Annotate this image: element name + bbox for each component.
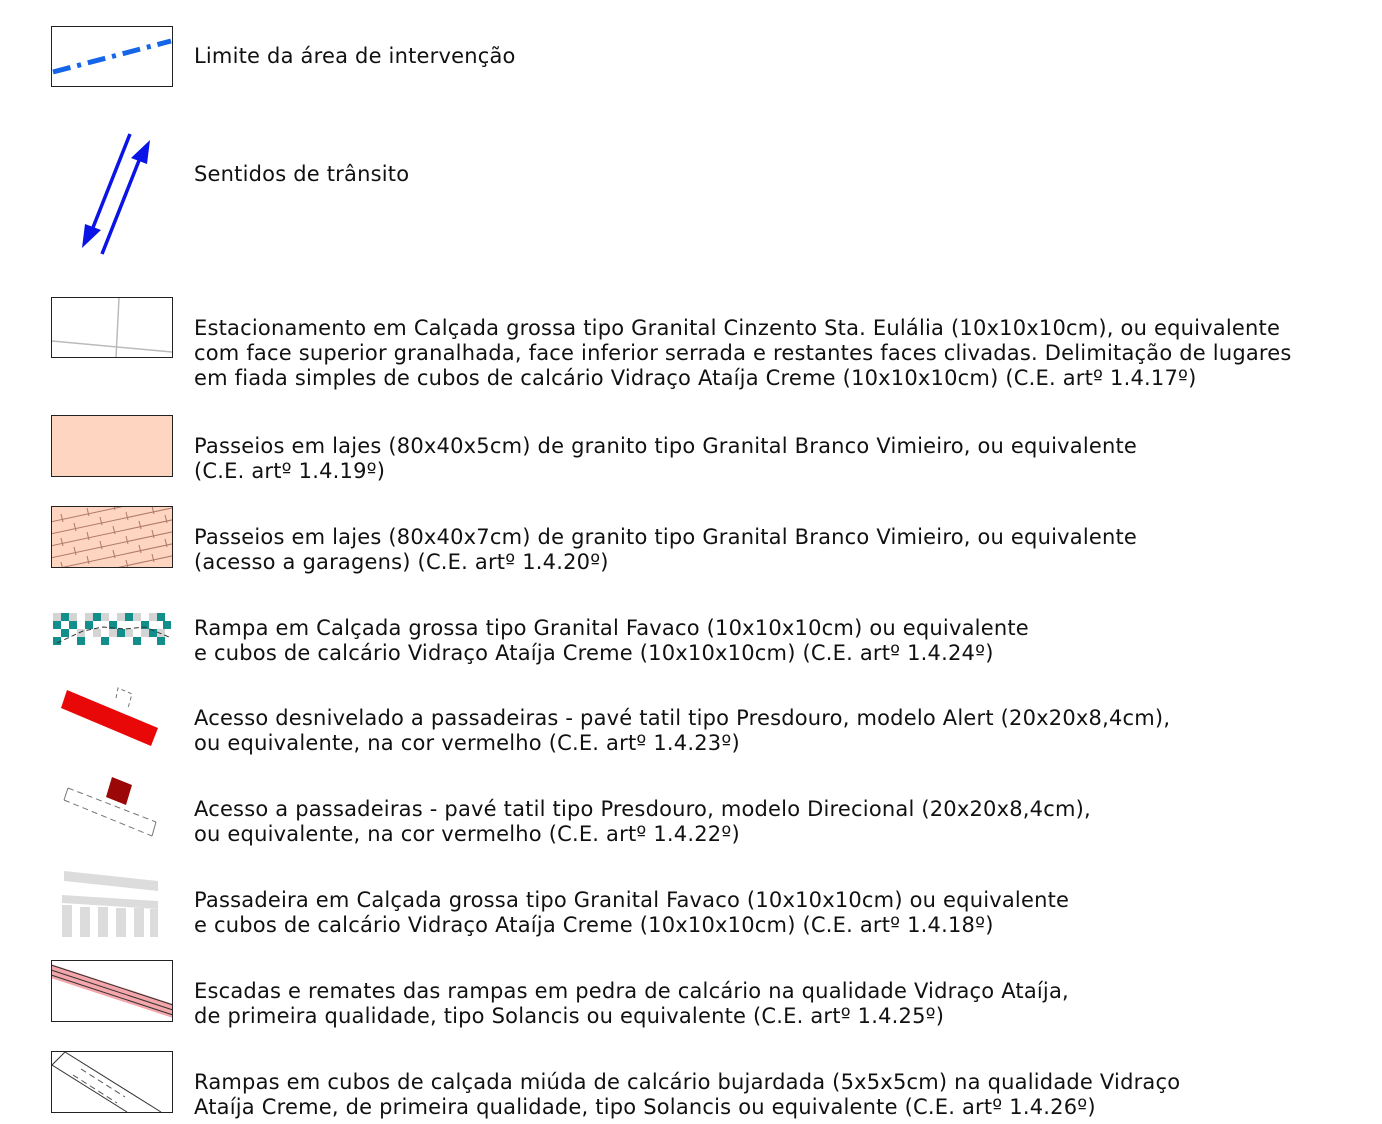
checkered-ramp-icon — [53, 613, 171, 645]
legend-label-boundary: Limite da área de intervenção — [194, 44, 516, 68]
tactile-alert-icon — [58, 684, 162, 750]
legend-label-cobble-ramp: Rampas em cubos de calçada miúda de calcário bujardada (5x5x5cm) na qualidade Vidraço Ataíja Creme, de primeira qualidade, tipo Solancis ou equivalente (C.E. artº 1.4.26º) — [194, 1070, 1181, 1119]
double-arrow-icon — [76, 130, 156, 258]
legend-label-sidewalk: Passeios em lajes (80x40x5cm) de granito tipo Granital Branco Vimieiro, ou equivalente (C.E. artº 1.4.19º) — [194, 434, 1138, 483]
tactile-directional-icon — [60, 776, 160, 842]
dash-dot-boundary-icon — [51, 26, 173, 87]
legend-label-stairs: Escadas e remates das rampas em pedra de calcário na qualidade Vidraço Ataíja, de primeira qualidade, tipo Solancis ou equivalente (C.E. artº 1.4.25º) — [194, 979, 1069, 1028]
legend-label-traffic: Sentidos de trânsito — [194, 162, 410, 186]
legend-label-tactile-directional: Acesso a passadeiras - pavé tatil tipo Presdouro, modelo Direcional (20x20x8,4cm), ou equivalente, na cor vermelho (C.E. artº 1.4.22º) — [194, 797, 1091, 846]
legend-label-checkered-ramp: Rampa em Calçada grossa tipo Granital Favaco (10x10x10cm) ou equivalente e cubos de calcário Vidraço Ataíja Creme (10x10x10cm) (C.E. artº 1.4.24º) — [194, 616, 1029, 665]
crosswalk-icon — [60, 871, 162, 941]
garage-slab-icon — [51, 506, 173, 568]
legend-label-crosswalk: Passadeira em Calçada grossa tipo Granital Favaco (10x10x10cm) ou equivalente e cubos de calcário Vidraço Ataíja Creme (10x10x10cm) (C.E. artº 1.4.18º) — [194, 888, 1070, 937]
legend-label-parking: Estacionamento em Calçada grossa tipo Granital Cinzento Sta. Eulália (10x10x10cm), ou equivalente com face superior granalhada, face inferior serrada e restantes faces clivadas. Delimitação de lugares em fiada simples de cubos de calcário Vidraço Ataíja Creme (10x10x10cm) (C.E. artº 1.4.17º) — [194, 316, 1292, 390]
parking-paving-icon — [51, 297, 173, 358]
legend-label-garage: Passeios em lajes (80x40x7cm) de granito tipo Granital Branco Vimieiro, ou equivalente (acesso a garagens) (C.E. artº 1.4.20º) — [194, 525, 1138, 574]
stairs-limestone-icon — [51, 960, 173, 1022]
sidewalk-slab-icon — [51, 415, 173, 477]
legend-label-tactile-alert: Acesso desnivelado a passadeiras - pavé tatil tipo Presdouro, modelo Alert (20x20x8,4cm), ou equivalente, na cor vermelho (C.E. artº 1.4.23º) — [194, 706, 1171, 755]
small-cobble-ramp-icon — [51, 1051, 173, 1113]
